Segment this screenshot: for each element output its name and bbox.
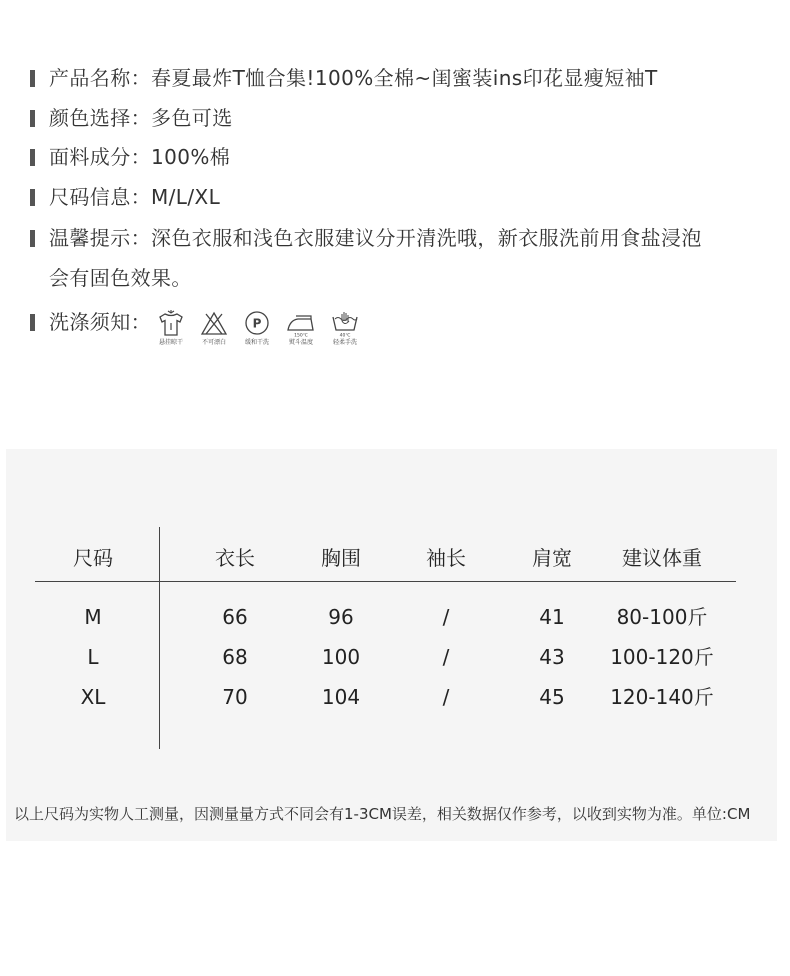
table-cell: /: [442, 605, 450, 629]
bullet-bar: [30, 314, 35, 331]
table-cell: 100: [321, 645, 361, 669]
info-value: 100%棉: [151, 145, 231, 169]
info-label: 产品名称：: [49, 66, 151, 90]
wash-temp-label: 40℃: [339, 333, 351, 338]
table-vertical-divider: [159, 527, 160, 749]
care-caption: 轻柔手洗: [332, 339, 357, 346]
bullet-bar: [30, 189, 35, 206]
bullet-bar: [30, 70, 35, 87]
table-cell: 100-120斤: [610, 645, 714, 669]
table-cell: 120-140斤: [610, 685, 714, 709]
table-cell: 66: [222, 605, 248, 629]
table-cell: XL: [80, 685, 106, 709]
care-caption: 熨斗温度: [288, 339, 313, 346]
bullet-bar: [30, 149, 35, 166]
iron-icon: [284, 308, 318, 347]
dry-clean-p-icon: [240, 308, 274, 347]
info-label: 尺码信息：: [49, 185, 151, 209]
table-header-length: 衣长: [215, 546, 255, 570]
svg-text:P: P: [252, 316, 262, 331]
care-caption: 不可漂白: [201, 339, 226, 346]
info-value: 春夏最炸T恤合集!100%全棉~闺蜜装ins印花显瘦短袖T: [151, 66, 658, 90]
info-tips-continuation: 会有固色效果。: [49, 266, 192, 290]
table-header-sleeve: 袖长: [426, 546, 466, 570]
info-label: 温馨提示：: [49, 226, 151, 250]
table-header-weight: 建议体重: [622, 546, 702, 570]
table-cell: 43: [539, 645, 565, 669]
bullet-bar: [30, 110, 35, 127]
table-header-chest: 胸围: [321, 546, 361, 570]
table-cell: 80-100斤: [616, 605, 708, 629]
table-cell: 41: [539, 605, 565, 629]
table-cell: 104: [321, 685, 361, 709]
info-label: 洗涤须知：: [49, 310, 151, 334]
info-value: M/L/XL: [151, 185, 221, 209]
no-bleach-icon: [197, 308, 231, 347]
table-cell: 96: [328, 605, 354, 629]
table-cell: 70: [222, 685, 248, 709]
table-cell: /: [442, 685, 450, 709]
iron-temp-label: 150℃: [294, 333, 308, 338]
care-caption: 悬挂晾干: [158, 339, 183, 346]
care-caption: 缓和干洗: [244, 339, 269, 346]
table-cell: 45: [539, 685, 565, 709]
hand-wash-icon: [328, 308, 362, 347]
table-header-size: 尺码: [73, 546, 113, 570]
info-value: 多色可选: [151, 106, 233, 130]
size-note: 以上尺码为实物人工测量，因测量量方式不同会有1-3CM误差，相关数据仅作参考，以收到实物为准。单位:CM: [14, 805, 751, 823]
info-label: 面料成分：: [49, 145, 151, 169]
table-cell: /: [442, 645, 450, 669]
size-chart-panel: [6, 449, 777, 841]
table-cell: M: [84, 605, 102, 629]
hang-dry-icon: [154, 308, 188, 347]
info-value: 深色衣服和浅色衣服建议分开清洗哦，新衣服洗前用食盐浸泡: [151, 226, 702, 250]
table-header-divider: [35, 581, 736, 582]
bullet-bar: [30, 230, 35, 247]
table-cell: L: [87, 645, 99, 669]
table-header-shoulder: 肩宽: [532, 546, 572, 570]
size-table: [6, 449, 777, 841]
info-label: 颜色选择：: [49, 106, 151, 130]
table-cell: 68: [222, 645, 248, 669]
